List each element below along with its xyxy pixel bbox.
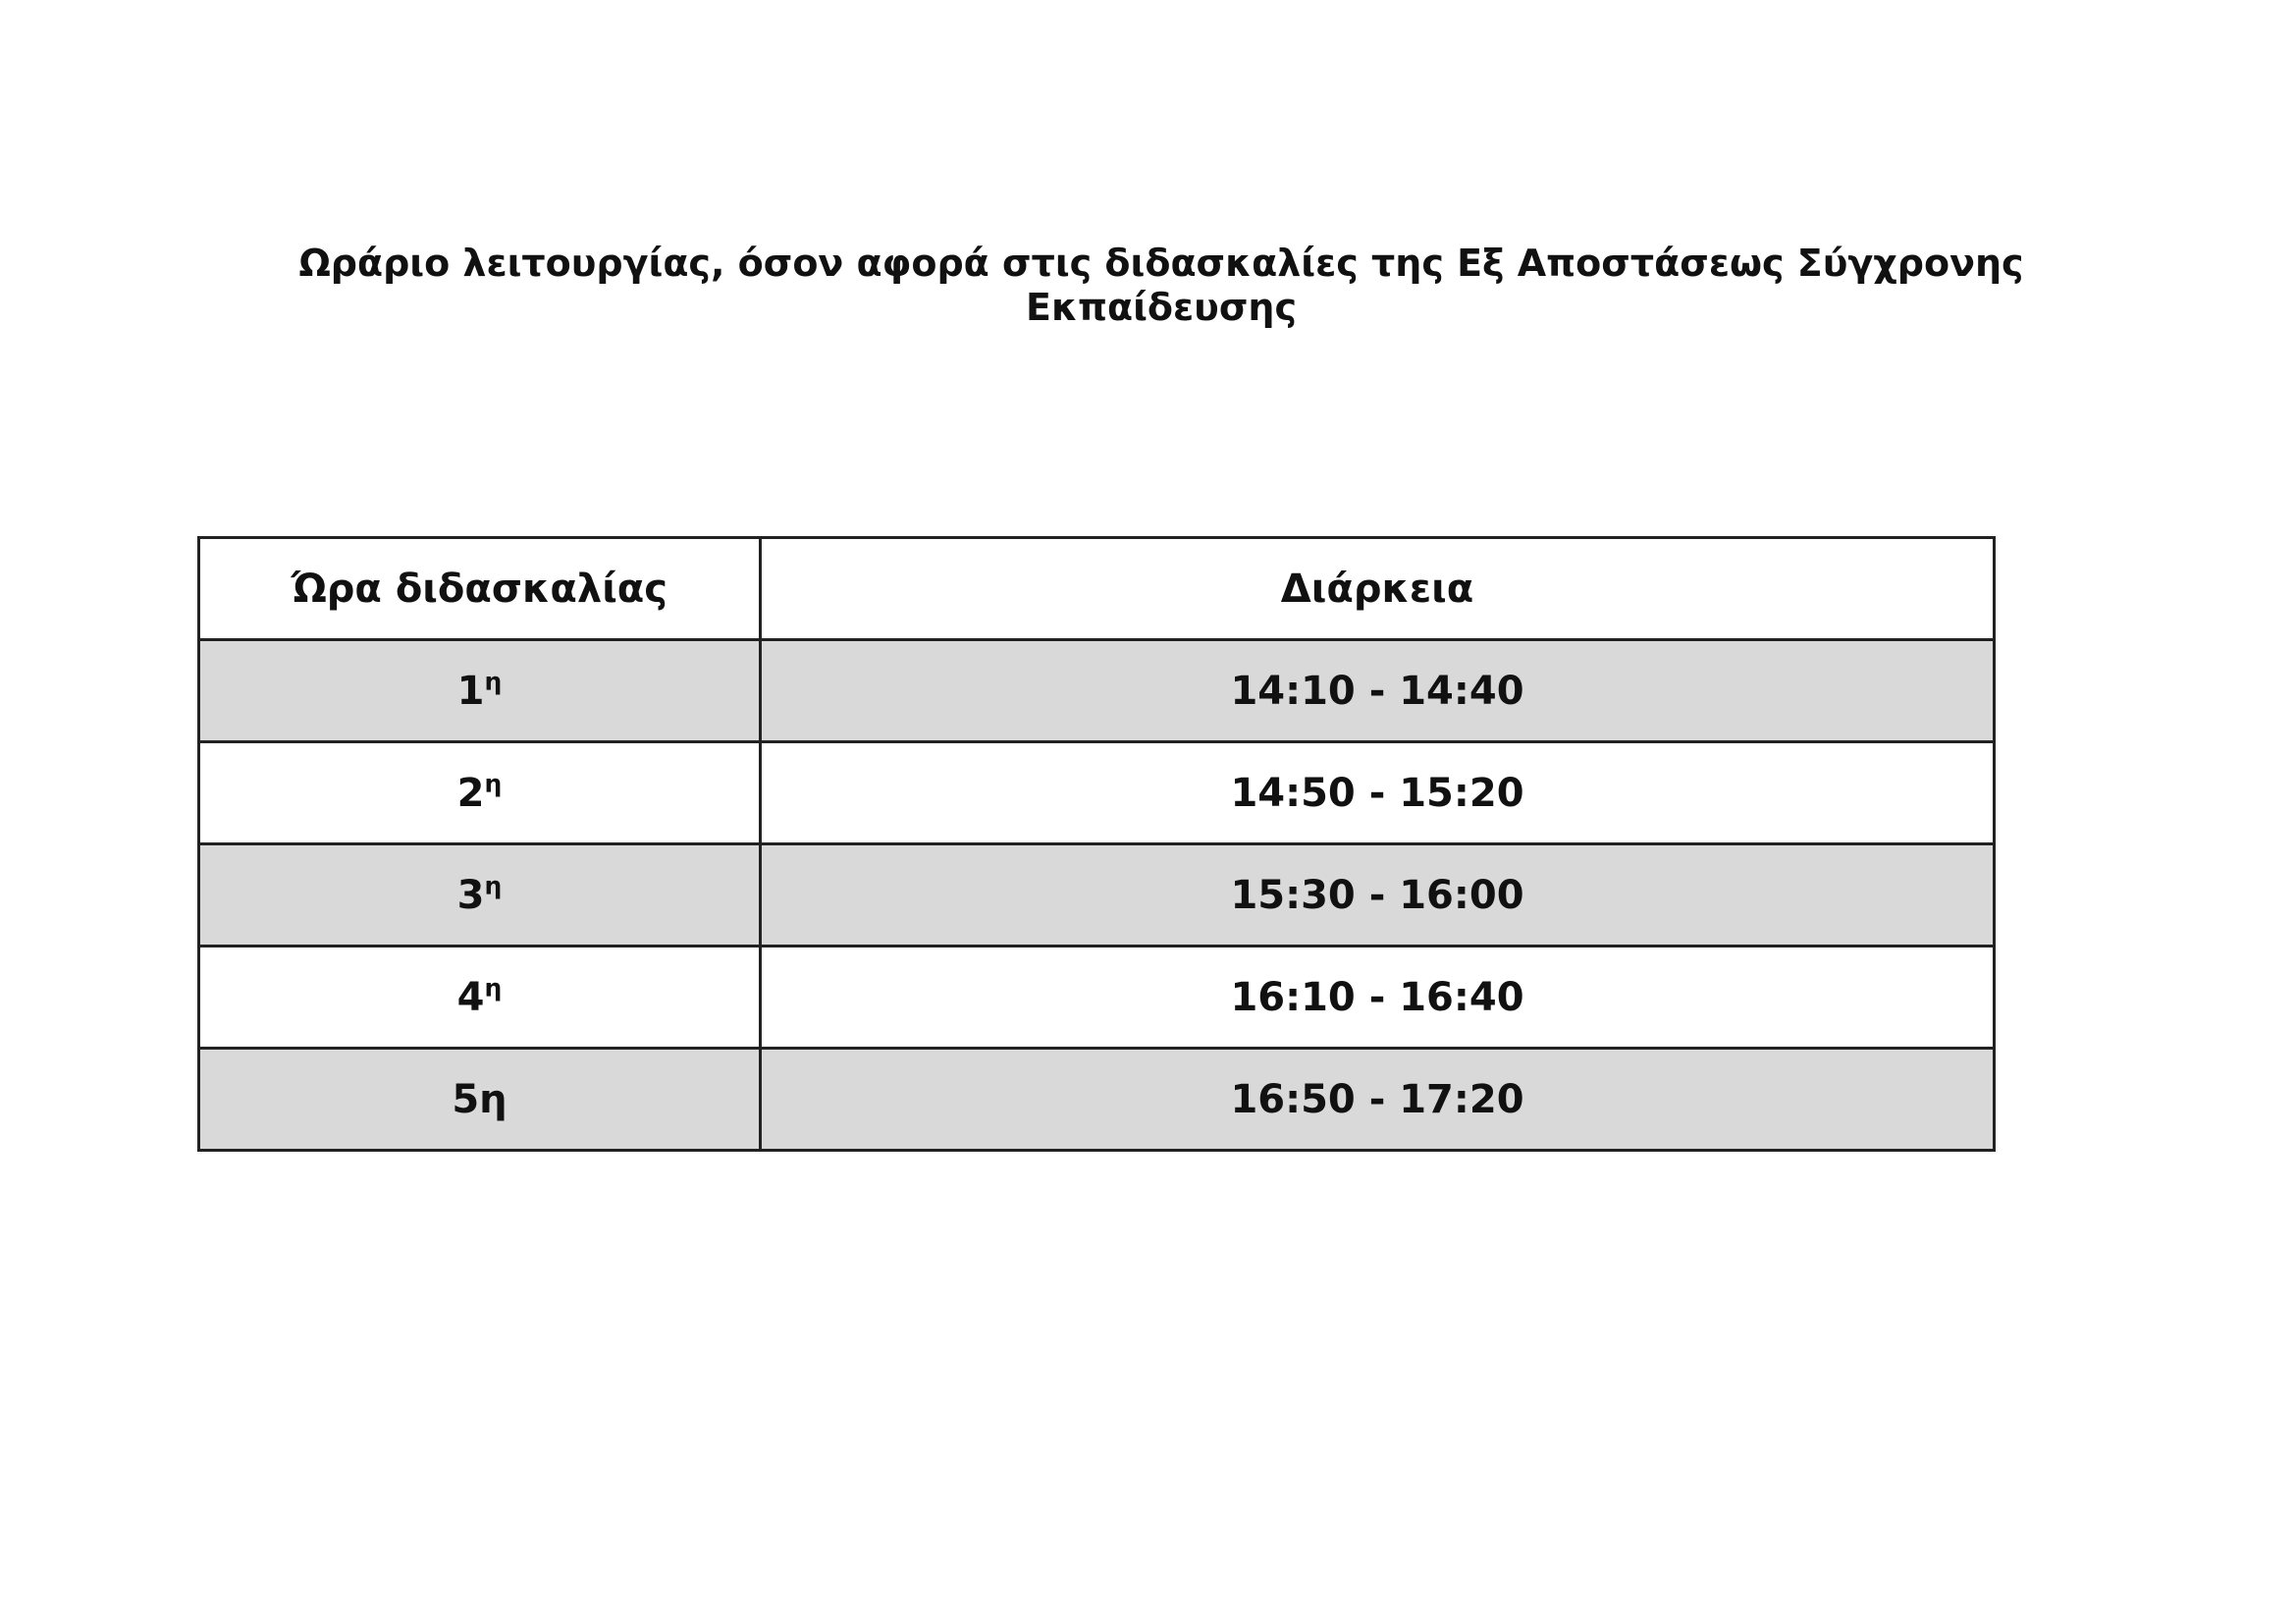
row-hour-number: 2 [456,770,485,816]
row-hour-number: 4 [456,974,485,1020]
row-hour-ordinal: η [484,871,503,900]
header-teaching-hour: Ώρα διδασκαλίας [199,538,761,640]
row-duration-cell: 14:10 - 14:40 [761,640,1995,742]
page-title-line-2: Εκπαίδευσης [1025,286,1298,329]
header-duration: Διάρκεια [761,538,1995,640]
row-hour-ordinal: η [484,769,503,798]
row-hour-cell [199,742,761,844]
table-row [199,640,1995,742]
row-hour-cell [199,844,761,947]
table-row [199,844,1995,947]
row-hour-number: 5η [452,1076,507,1122]
schedule-table [197,536,1996,1152]
table-row [199,742,1995,844]
row-hour-cell [199,947,761,1049]
table-row [199,1049,1995,1151]
row-hour-number: 3 [456,872,485,918]
row-duration-cell: 14:50 - 15:20 [761,742,1995,844]
row-hour-ordinal: η [484,667,503,696]
row-duration-cell: 16:10 - 16:40 [761,947,1995,1049]
table-row [199,947,1995,1049]
row-hour-cell [199,1049,761,1151]
row-hour-cell [199,640,761,742]
row-duration-cell: 15:30 - 16:00 [761,844,1995,947]
page-title-line-1: Ωράριο λειτουργίας, όσον αφορά στις διδασκαλίες της Εξ Αποστάσεως Σύγχρονης [298,242,2024,285]
row-duration-cell: 16:50 - 17:20 [761,1049,1995,1151]
row-hour-ordinal: η [484,973,503,1002]
table-header-row [199,538,1995,640]
page-title [226,242,2097,330]
row-hour-number: 1 [456,668,485,714]
